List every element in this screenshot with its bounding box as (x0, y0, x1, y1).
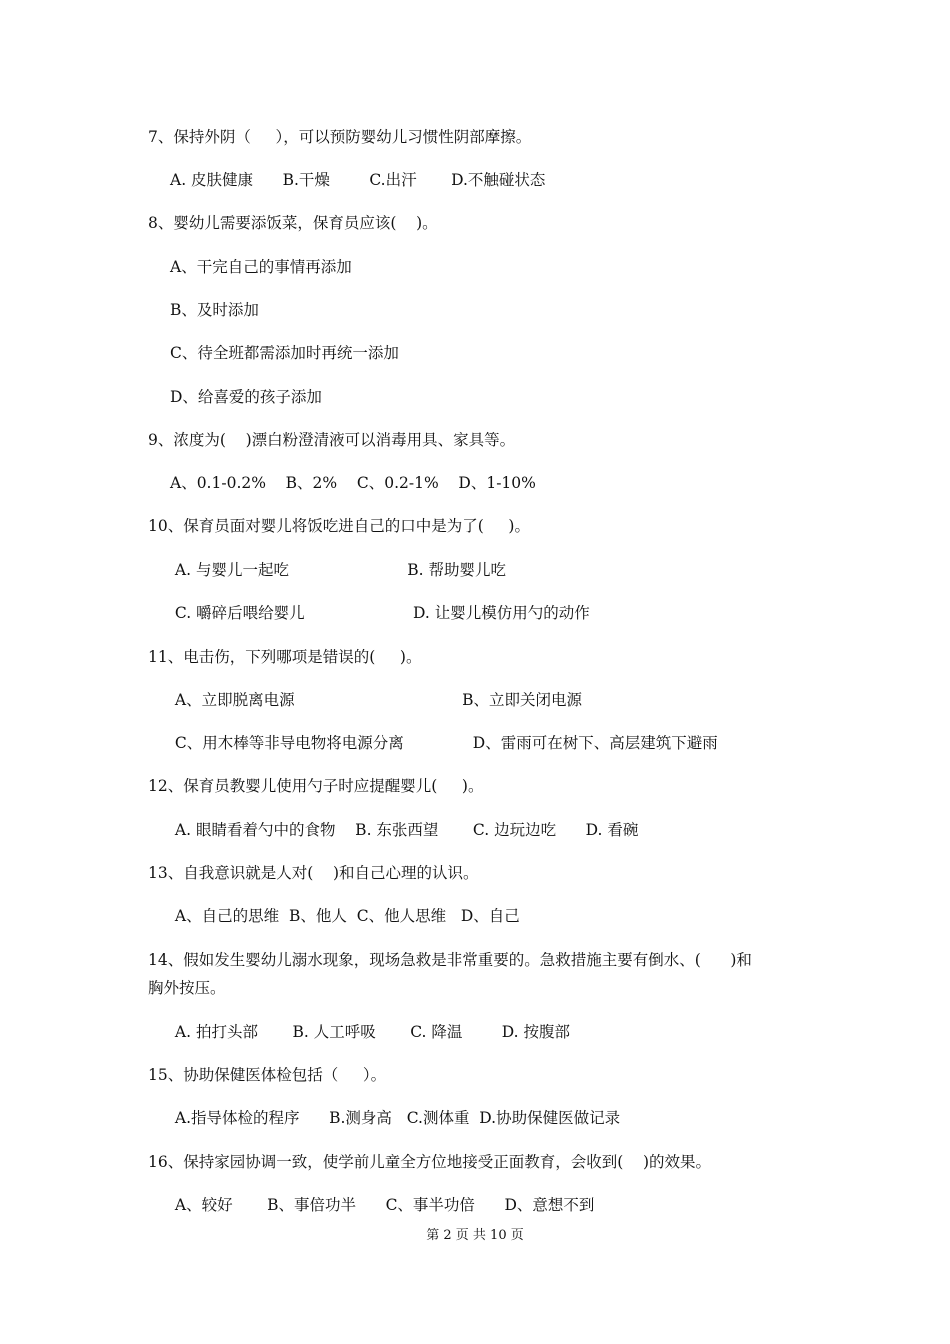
question-15-options: A.指导体检的程序 B.测身高 C.测体重 D.协助保健医做记录 (170, 1109, 621, 1127)
question-9-options: A、0.1-0.2% B、2% C、0.2-1% D、1-10% (170, 474, 536, 492)
question-13-options: A、自己的思维 B、他人 C、他人思维 D、自己 (170, 907, 520, 925)
question-12-options: A. 眼睛看着勺中的食物 B. 东张西望 C. 边玩边吃 D. 看碗 (170, 821, 639, 839)
question-11-stem: 11、电击伤，下列哪项是错误的( )。 (148, 648, 422, 666)
question-9-stem: 9、浓度为( )漂白粉澄清液可以消毒用具、家具等。 (148, 431, 516, 449)
question-16-stem: 16、保持家园协调一致，使学前儿童全方位地接受正面教育，会收到( )的效果。 (148, 1153, 712, 1171)
question-8-option-b: B、及时添加 (170, 301, 259, 319)
question-11-options-row1: A、立即脱离电源 B、立即关闭电源 (170, 691, 583, 709)
question-16-options: A、较好 B、事倍功半 C、事半功倍 D、意想不到 (170, 1196, 595, 1214)
question-15-stem: 15、协助保健医体检包括（ ）。 (148, 1066, 387, 1084)
question-10-stem: 10、保育员面对婴儿将饭吃进自己的口中是为了( )。 (148, 517, 530, 535)
question-14-stem-continued: 胸外按压。 (148, 979, 226, 997)
question-8-option-c: C、待全班都需添加时再统一添加 (170, 344, 399, 362)
question-7-stem: 7、保持外阴（ ），可以预防婴幼儿习惯性阴部摩擦。 (148, 128, 532, 146)
question-7-options: A. 皮肤健康 B.干燥 C.出汗 D.不触碰状态 (170, 171, 546, 189)
question-8-stem: 8、婴幼儿需要添饭菜，保育员应该( )。 (148, 214, 438, 232)
question-8-option-d: D、给喜爱的孩子添加 (170, 388, 322, 406)
question-11-options-row2: C、用木棒等非导电物将电源分离 D、雷雨可在树下、高层建筑下避雨 (170, 734, 718, 752)
question-14-stem: 14、假如发生婴幼儿溺水现象，现场急救是非常重要的。急救措施主要有倒水、( )和 (148, 951, 752, 969)
question-10-options-row2: C. 嚼碎后喂给婴儿 D. 让婴儿模仿用勺的动作 (170, 604, 590, 622)
page-number: 第 2 页 共 10 页 (426, 1228, 524, 1243)
question-14-options: A. 拍打头部 B. 人工呼吸 C. 降温 D. 按腹部 (170, 1023, 571, 1041)
question-12-stem: 12、保育员教婴儿使用勺子时应提醒婴儿( )。 (148, 777, 484, 795)
question-13-stem: 13、自我意识就是人对( )和自己心理的认识。 (148, 864, 479, 882)
question-8-option-a: A、干完自己的事情再添加 (170, 258, 352, 276)
question-10-options-row1: A. 与婴儿一起吃 B. 帮助婴儿吃 (170, 561, 506, 579)
